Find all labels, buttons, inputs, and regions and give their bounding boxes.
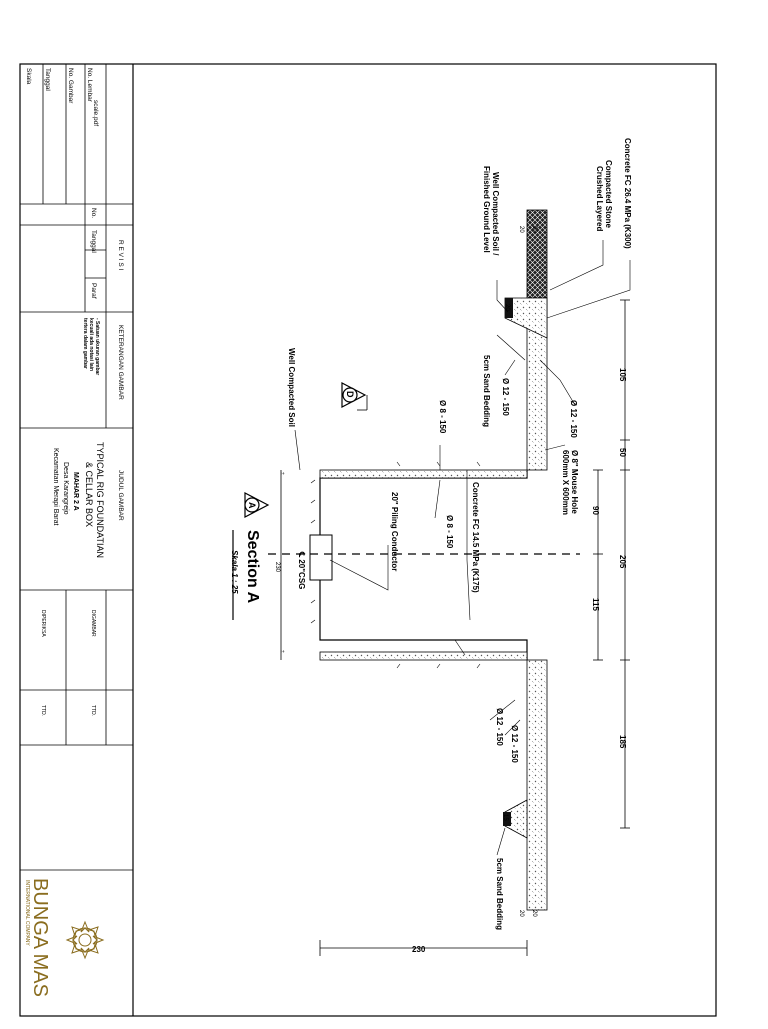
label-mouse-hole-2: 600mm X 600mm [561,450,570,515]
dim-50: 50 [618,448,627,457]
label-rebar-12-d: Ø 12 - 150 [510,725,519,763]
dim-205: 205 [618,555,627,569]
section-drawing [230,138,632,956]
location-line-1: MAHAR 2 A [72,472,79,511]
label-well-compacted-soil: Well Compacted Soil [287,348,296,427]
company-sub: INTERNATIONAL COMPANY [24,880,30,946]
keterangan-note-2: kecuali ada notasi lain [88,318,94,372]
label-rebar-8-b: Ø 8 - 150 [445,515,454,549]
judul-title: JUDUL GAMBAR [117,470,124,521]
label-rebar-12-b: Ø 12 - 150 [569,400,578,438]
label-sand-bedding-right: 5cm Sand Bedding [495,858,504,931]
dim-230-small: 230 [274,562,280,573]
label-finished-ground-2: Finished Ground Level [482,166,491,253]
company-name: BUNGA MAS [29,878,51,997]
dimensions [274,226,630,956]
location-line-2: Desa Karangrejo [62,462,69,515]
info-label-tanggal: Tanggal [44,68,51,91]
revisi-col-no: No. [90,208,97,219]
info-label-no-lembar: No. Lembar [86,68,93,102]
dim-20-e: 20 [518,910,524,917]
label-rebar-8-a: Ø 8 - 150 [438,400,447,434]
keterangan-title: KETERANGAN GAMBAR [117,325,124,400]
dim-20-a: 20 [531,226,537,233]
slab-right [527,660,547,910]
detail-marker-letter: D [345,391,355,398]
label-piling-conductor: 20" Piling Conductor [390,492,399,572]
elevation-mark-top: ± [279,472,285,475]
leader-lines [295,240,630,855]
label-concrete-top: Concrete FC 26.4 MPa (K300) [623,138,632,249]
section-scale: Skala 1 : 25 [230,550,239,594]
compacted-stone-layer [527,210,547,298]
dim-185: 185 [618,735,627,749]
dim-20-c: 20 [504,304,510,311]
keterangan-note-1: - Satuan ukuran gambar [94,318,100,376]
dim-230: 230 [412,945,426,954]
drawing-title-line-1: TYPICAL RIG FOUNDATIAN [95,442,105,559]
label-rebar-12-c: Ø 12 - 150 [495,708,504,746]
label-compacted-stone-2: Crushed Layered [595,166,604,232]
cellar-wall-top [320,470,527,478]
dim-20-d: 20 [531,910,537,917]
flower-emblem-icon [67,922,103,958]
sign-role-digambar: DIGAMBAR [90,610,96,637]
section-marker-letter: A [247,502,257,509]
section-marker-a [245,493,268,517]
label-concrete-cellar: Concrete FC 14.5 MPa (K175) [471,482,480,593]
info-label-skala: Skala [25,68,32,85]
scale-value: scale.pdf [92,100,99,127]
sign-ttd-1: TTD. [90,705,96,717]
piling-conductor [310,535,332,580]
dim-15: 15 [502,814,508,821]
label-finished-ground-1: Well Compacted Soil / [491,172,500,256]
dim-105: 105 [618,368,627,382]
sign-ttd-2: TTD. [40,705,46,717]
dim-90: 90 [591,506,600,515]
dim-115: 115 [591,598,600,611]
keterangan-note-3: tertera dalam gambar [82,318,88,369]
info-label-no-gambar: No. Gambar [67,68,74,104]
label-mouse-hole-1: Ø 8" Mouse Hole [570,450,579,514]
label-rebar-12-a: Ø 12 - 150 [501,378,510,416]
title-block [20,64,133,997]
company-logo [24,878,103,997]
sign-role-diperiksa: DIPERIKSA [40,610,46,637]
location-line-3: Kecamatan Merapi Barat [52,448,59,526]
revisi-col-tanggal: Tanggal [90,230,97,253]
label-csg: ℄ 20"CSG [297,552,306,590]
detail-marker-d [342,383,367,410]
dim-20-b: 20 [518,226,524,233]
revisi-col-paraf: Paraf [90,283,97,299]
label-sand-bedding-left: 5cm Sand Bedding [482,355,491,428]
section-title: Section A [244,530,261,604]
label-compacted-stone-1: Compacted Stone [604,160,613,229]
cellar-wall-bottom [320,652,527,660]
drawing-title-line-2: & CELLAR BOX [84,462,94,528]
cellar-outline [320,470,527,660]
revisi-title: R E V I S I [117,240,124,271]
elevation-mark-bottom: ± [279,650,285,653]
